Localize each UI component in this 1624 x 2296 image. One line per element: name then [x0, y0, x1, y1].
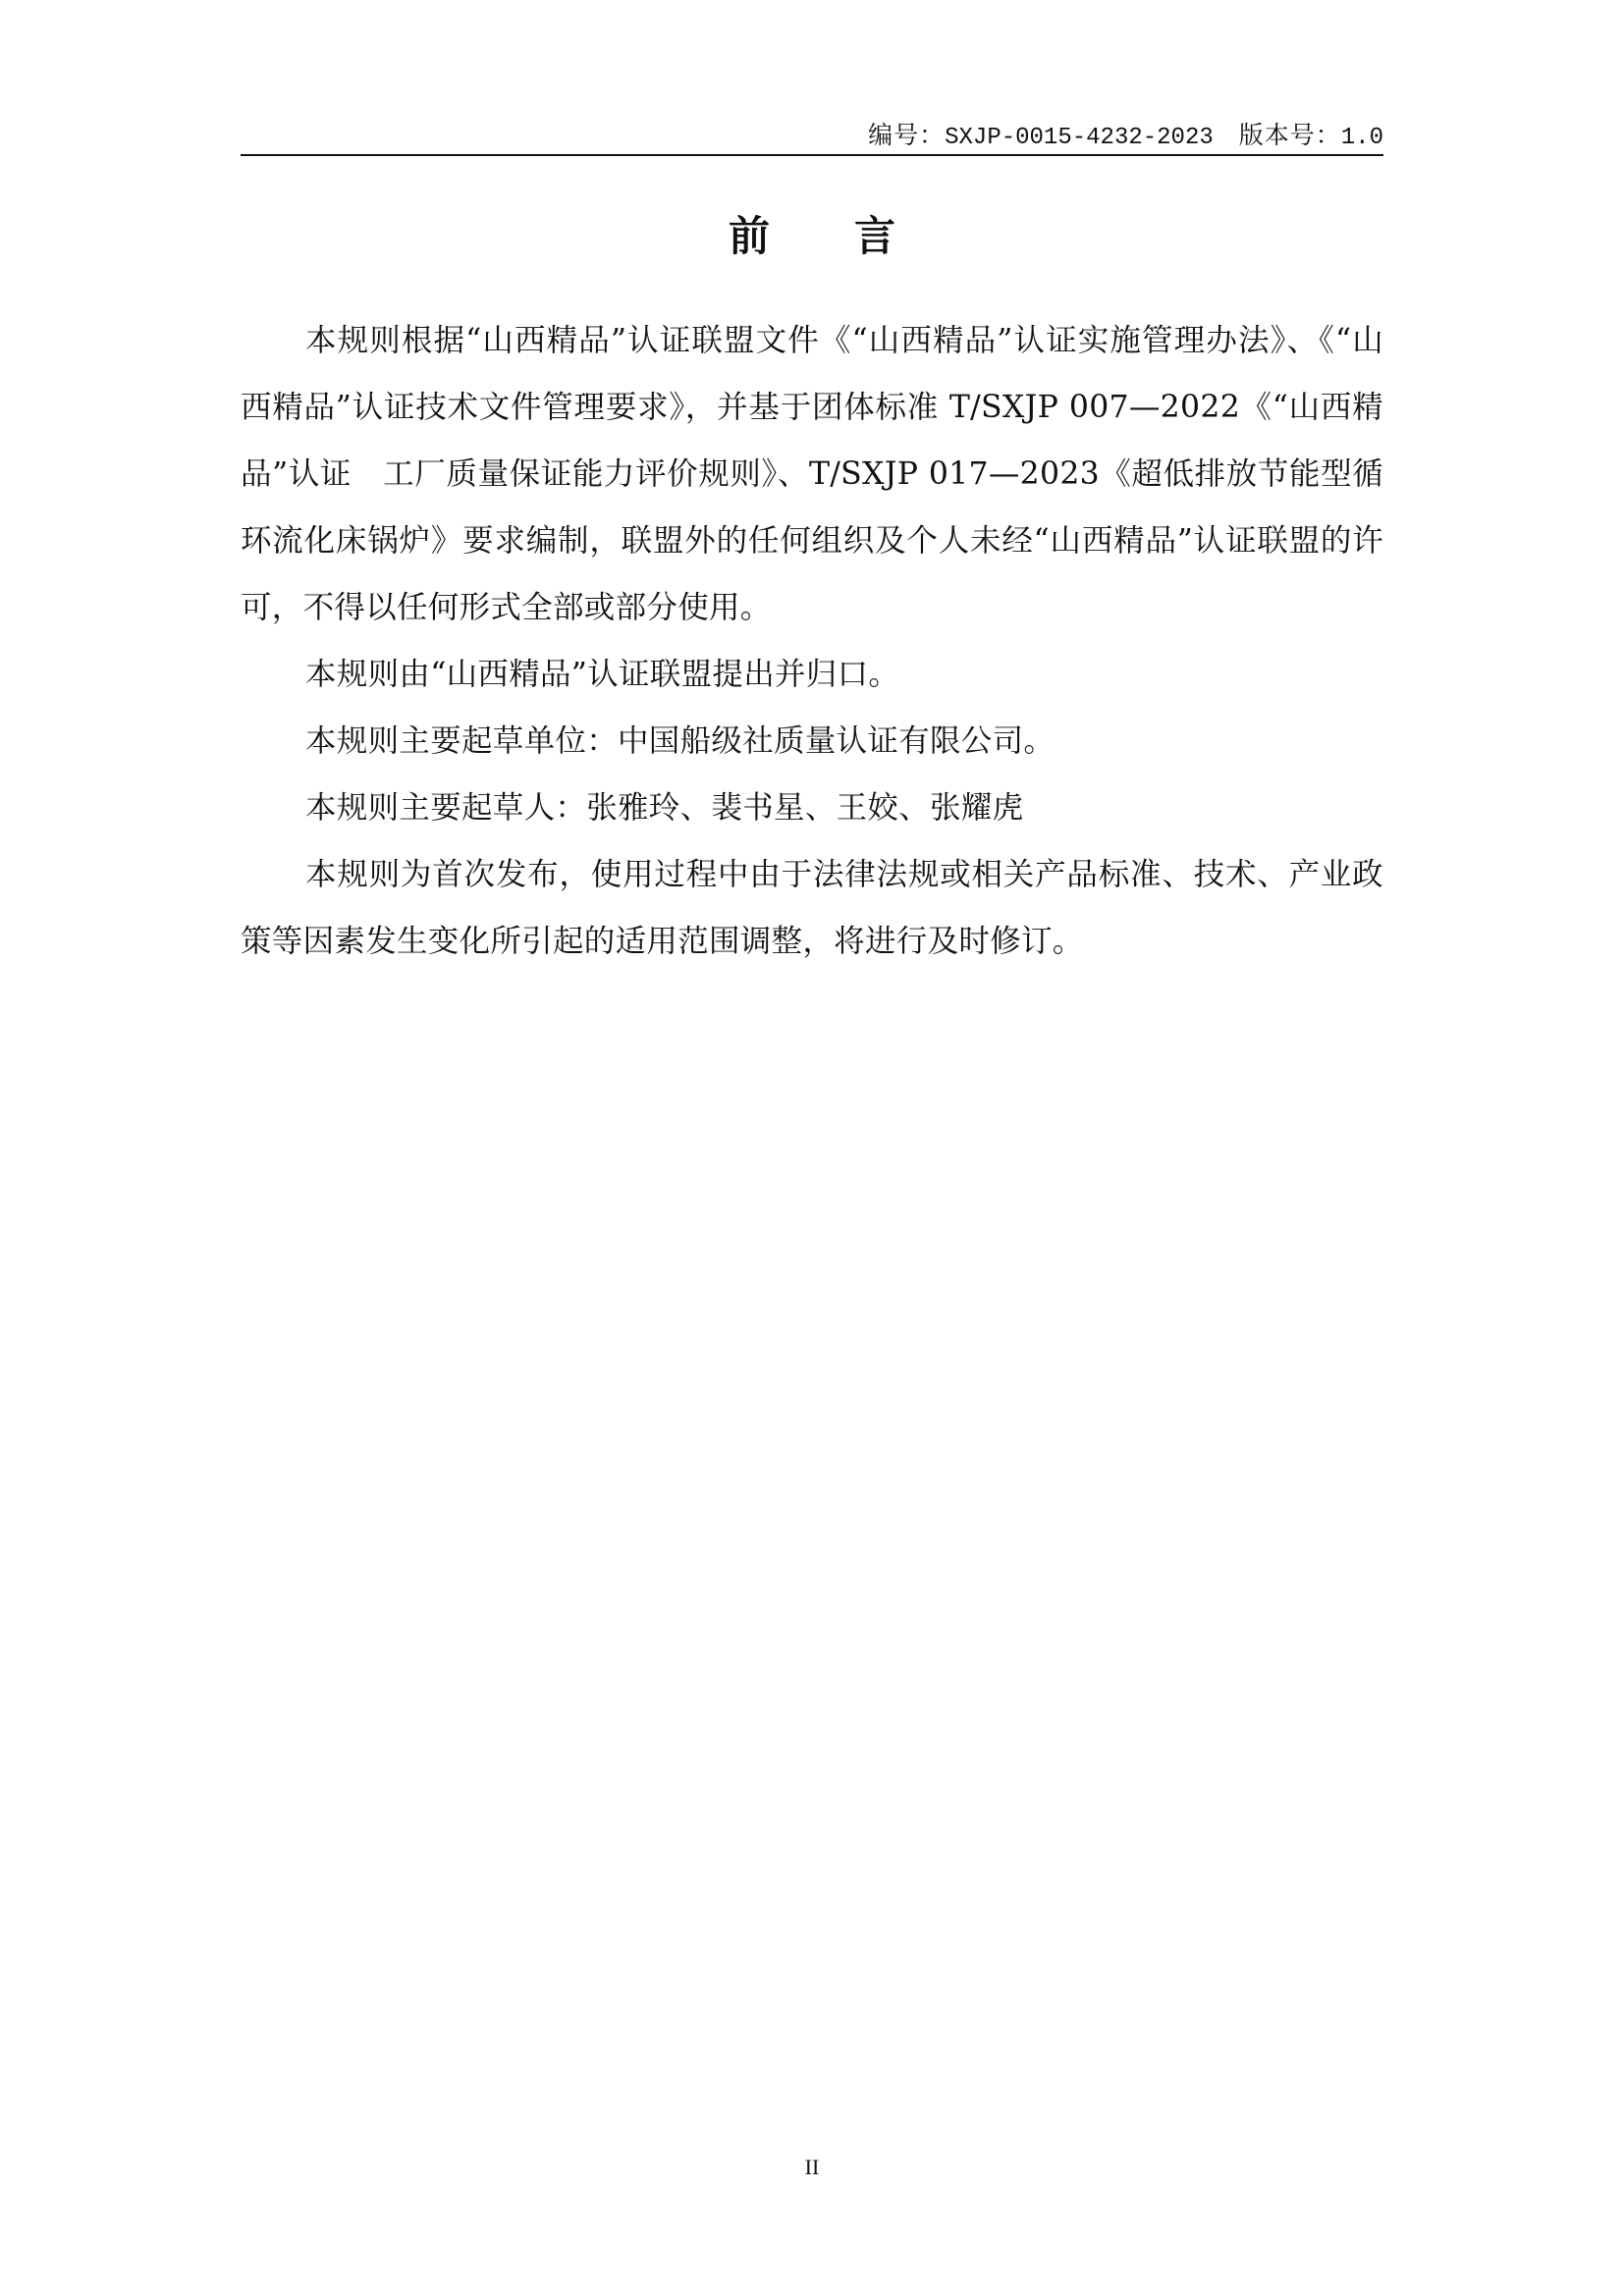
- header-doc-number: SXJP-0015-4232-2023: [945, 125, 1214, 151]
- header-version-value: 1.0: [1340, 125, 1383, 151]
- paragraph-3: 本规则主要起草单位：中国船级社质量认证有限公司。: [305, 723, 1056, 759]
- paragraph-1: 本规则根据“山西精品”认证联盟文件《“山西精品”认证实施管理办法》、《“山西精品”认证技术文件管理要求》，并基于团体标准 T/SXJP 007—2022《“山西精品”认证 工厂质量保证能力评价规则》、T/SXJP 017—2023《超低排放节能型循环流化床锅炉》要求编制，联盟外的任何组织及个人未经“山西精品”认证联盟的许可，不得以任何形式全部或部分使用。: [241, 323, 1383, 625]
- paragraph-2: 本规则由“山西精品”认证联盟提出并归口。: [305, 657, 900, 692]
- header-divider: [241, 154, 1383, 156]
- page-footer: [0, 2155, 1624, 2180]
- page-number: II: [804, 2155, 820, 2179]
- paragraph-5: 本规则为首次发布，使用过程中由于法律法规或相关产品标准、技术、产业政策等因素发生变化所引起的适用范围调整，将进行及时修订。: [241, 857, 1383, 959]
- header-doc-number-label: 编号：: [868, 123, 946, 149]
- document-body: [241, 307, 1383, 975]
- paragraph-4: 本规则主要起草人：张雅玲、裴书星、王姣、张耀虎: [305, 790, 1024, 826]
- page-header: [241, 116, 1383, 151]
- page-title: 前 言: [728, 212, 917, 260]
- header-version-label: 版本号：: [1238, 123, 1341, 149]
